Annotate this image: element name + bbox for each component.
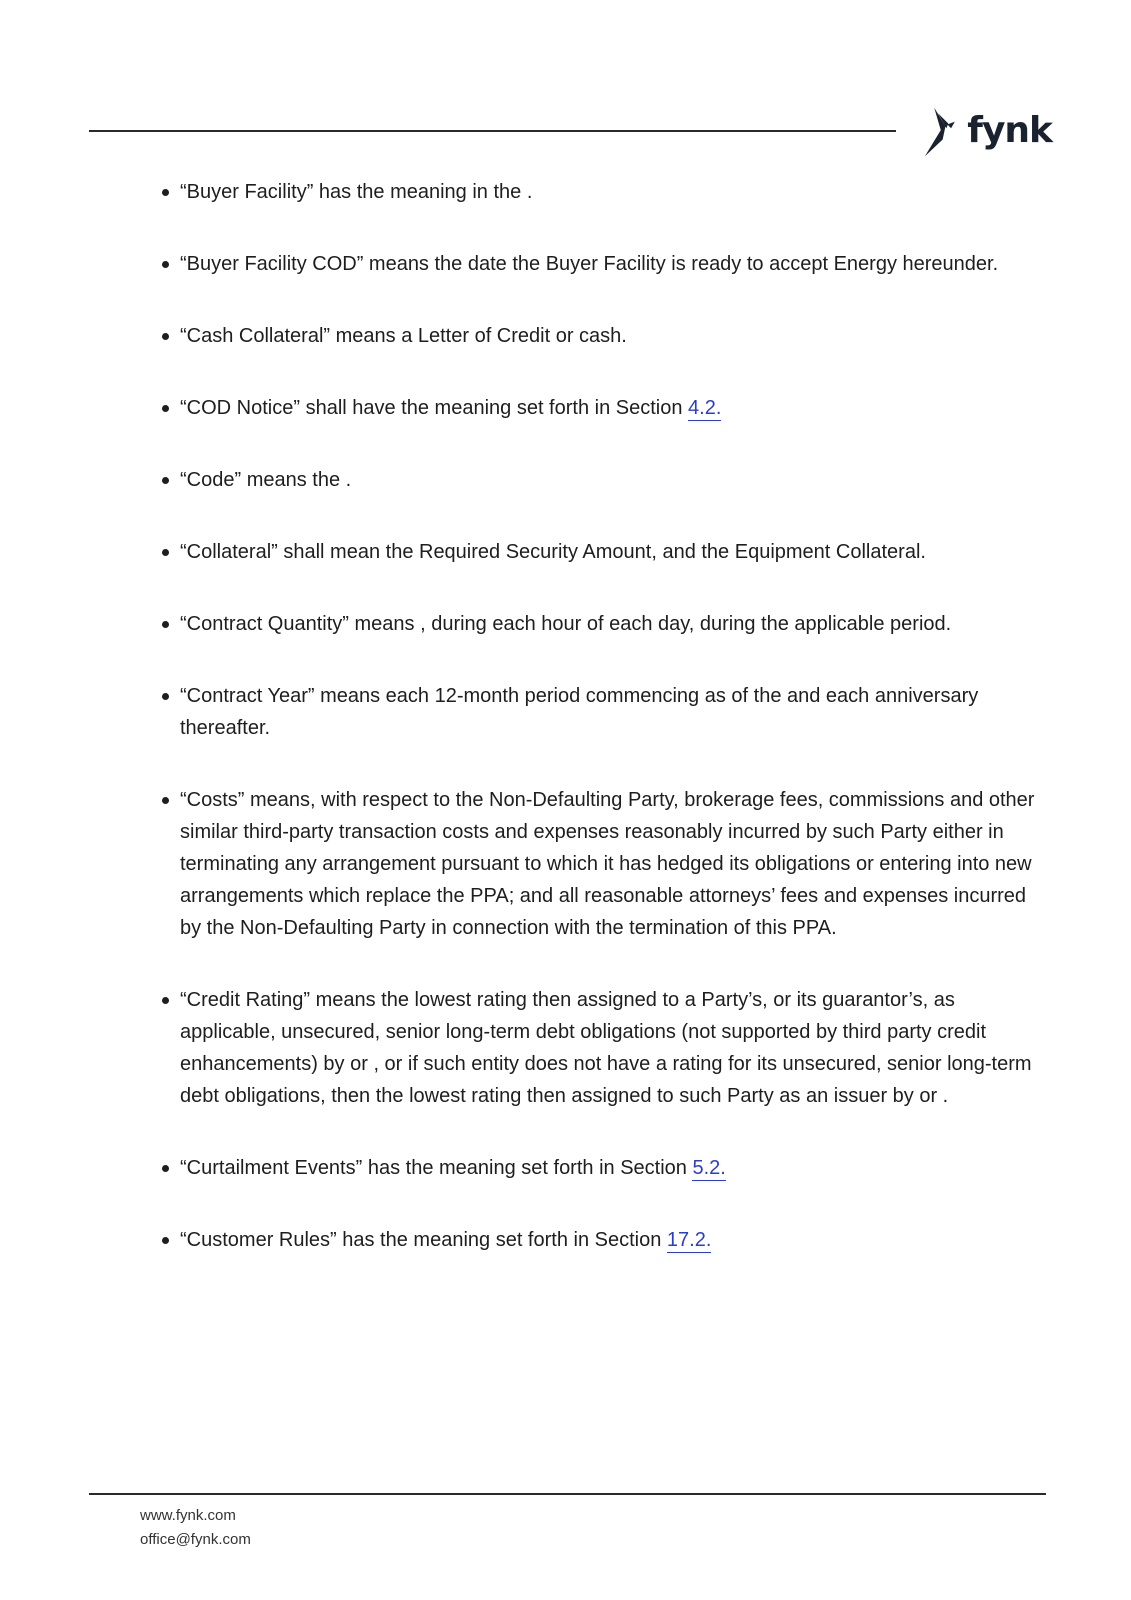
bullet-icon (162, 997, 169, 1004)
section-reference-link[interactable]: 5.2. (692, 1157, 726, 1179)
footer (140, 1504, 251, 1552)
definition-text: “Contract Year” means each 12-month period commencing as of the and each anniversary thereafter. (180, 685, 979, 739)
definition-text: “Code” means the . (180, 469, 352, 491)
definition-item (160, 248, 1040, 280)
bullet-icon (162, 797, 169, 804)
definition-item (160, 1152, 1040, 1184)
bullet-icon (162, 189, 169, 196)
definition-text: “Contract Quantity” means , during each hour of each day, during the applicable period. (180, 613, 952, 635)
definition-text: “Costs” means, with respect to the Non-Defaulting Party, brokerage fees, commissions and other similar third-party transaction costs and expenses reasonably incurred by such Party either in terminating any arrangement pursuant to which it has hedged its obligations or entering into new arrangements which replace the PPA; and all reasonable attorneys’ fees and expenses incurred by the Non-Defaulting Party in connection with the termination of this PPA. (180, 789, 1035, 939)
footer-divider (89, 1493, 1046, 1495)
definition-text: “Cash Collateral” means a Letter of Credit or cash. (180, 325, 627, 347)
definition-text: “Curtailment Events” has the meaning set forth in Section (180, 1157, 693, 1179)
bullet-icon (162, 261, 169, 268)
fynk-logo (922, 104, 1052, 160)
bird-logo-icon (922, 104, 963, 160)
header-divider (89, 130, 896, 132)
definition-item (160, 392, 1040, 424)
definition-item (160, 608, 1040, 640)
bullet-icon (162, 405, 169, 412)
definition-text: “Collateral” shall mean the Required Security Amount, and the Equipment Collateral. (180, 541, 926, 563)
definition-item (160, 984, 1040, 1112)
bullet-icon (162, 333, 169, 340)
logo-text: fynk (967, 109, 1052, 151)
bullet-icon (162, 1237, 169, 1244)
definition-item (160, 784, 1040, 944)
footer-email-link[interactable]: office@fynk.com (140, 1531, 251, 1548)
bullet-icon (162, 549, 169, 556)
definition-item (160, 536, 1040, 568)
definition-text: “Buyer Facility” has the meaning in the . (180, 181, 533, 203)
definition-item (160, 464, 1040, 496)
definition-text: “Credit Rating” means the lowest rating then assigned to a Party’s, or its guarantor’s, as applicable, unsecured, senior long-term debt obligations (not supported by third party credit enhancements) by or , or if such entity does not have a rating for its unsecured, senior long-term debt obligations, then the lowest rating then assigned to such Party as an issuer by or . (180, 989, 1032, 1107)
definition-item (160, 1224, 1040, 1256)
definition-item (160, 680, 1040, 744)
definitions-list (160, 176, 1040, 1296)
definition-text: “COD Notice” shall have the meaning set forth in Section (180, 397, 689, 419)
definition-text: “Customer Rules” has the meaning set forth in Section (180, 1229, 667, 1251)
definition-text: “Buyer Facility COD” means the date the Buyer Facility is ready to accept Energy hereunder. (180, 253, 999, 275)
bullet-icon (162, 621, 169, 628)
definition-item (160, 320, 1040, 352)
bullet-icon (162, 1165, 169, 1172)
section-reference-link[interactable]: 4.2. (688, 397, 722, 419)
bullet-icon (162, 693, 169, 700)
section-reference-link[interactable]: 17.2. (666, 1229, 712, 1251)
footer-website-link[interactable]: www.fynk.com (140, 1507, 236, 1524)
bullet-icon (162, 477, 169, 484)
definition-item (160, 176, 1040, 208)
